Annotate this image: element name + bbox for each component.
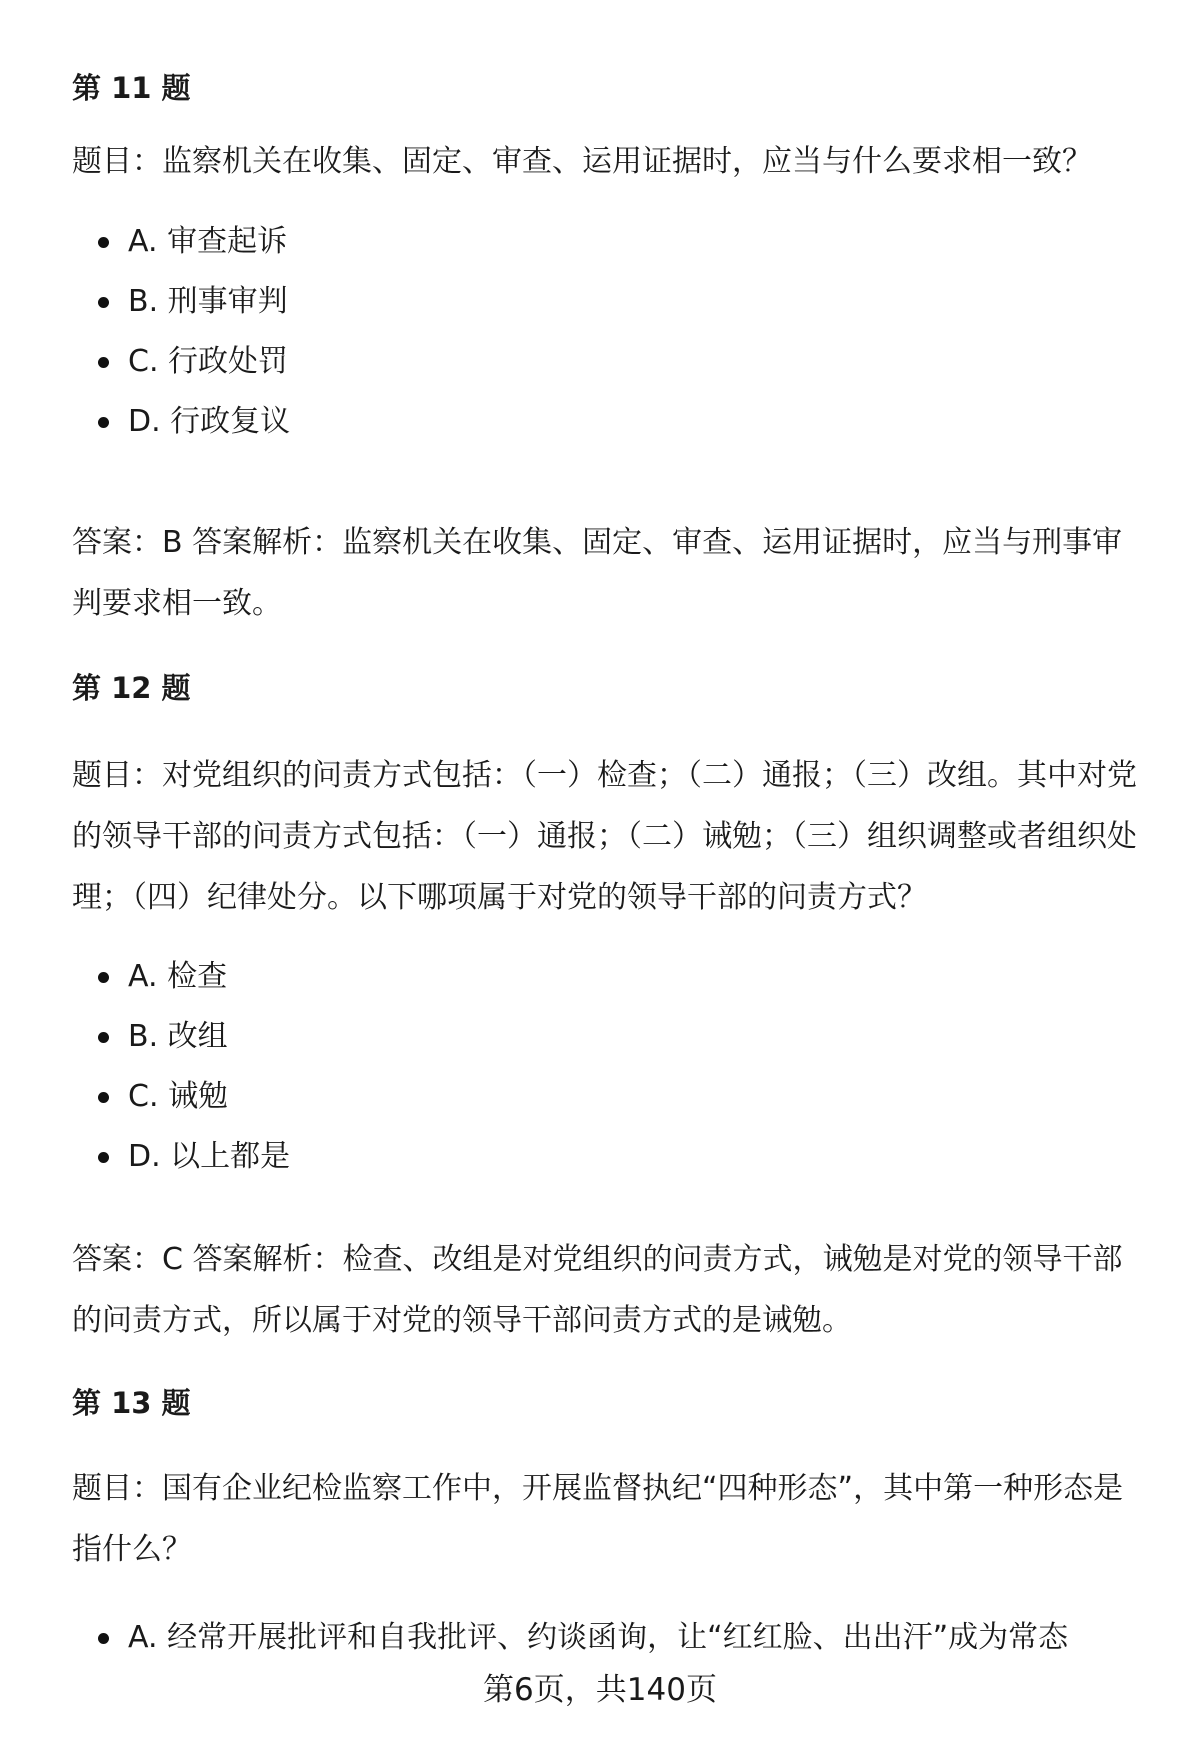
option-label: A. 审查起诉 [128, 224, 288, 259]
question-13-text: 题目：国有企业纪检监察工作中，开展监督执纪“四种形态”，其中第一种形态是指什么？ [72, 1471, 1124, 1567]
question-11-text: 题目：监察机关在收集、固定、审查、运用证据时，应当与什么要求相一致？ [72, 144, 1092, 179]
question-12-answer: 答案：C 答案解析：检查、改组是对党组织的问责方式，诫勉是对党的领导干部的问责方式，所以属于对党的领导干部问责方式的是诫勉。 [72, 1242, 1123, 1338]
question-12-option-b [0, 1007, 1200, 1067]
question-12-option-c [0, 1067, 1200, 1127]
option-label: D. 以上都是 [128, 1139, 291, 1174]
bullet-icon [98, 1092, 109, 1103]
option-label: B. 改组 [128, 1019, 228, 1054]
option-label: A. 经常开展批评和自我批评、约谈函询，让“红红脸、出出汗”成为常态 [128, 1620, 1069, 1655]
option-label: C. 行政处罚 [128, 344, 289, 379]
question-13-option-a [0, 1608, 1200, 1668]
question-12-options [0, 947, 1200, 1187]
option-label: D. 行政复议 [128, 404, 291, 439]
bullet-icon [98, 972, 109, 983]
page-number: 第6页，共140页 [483, 1672, 717, 1708]
bullet-icon [98, 357, 109, 368]
bullet-icon [98, 1633, 109, 1644]
bullet-icon [98, 297, 109, 308]
option-label: B. 刑事审判 [128, 284, 288, 319]
bullet-icon [98, 1152, 109, 1163]
question-11-options [0, 212, 1200, 452]
question-13-heading: 第 13 题 [72, 1386, 191, 1420]
question-12-option-d [0, 1127, 1200, 1187]
bullet-icon [98, 1032, 109, 1043]
question-13-options [0, 1608, 1200, 1668]
question-11-option-b [0, 272, 1200, 332]
question-11-option-d [0, 392, 1200, 452]
question-11-heading: 第 11 题 [72, 71, 191, 105]
option-label: C. 诫勉 [128, 1079, 229, 1114]
question-12-text: 题目：对党组织的问责方式包括：（一）检查；（二）通报；（三）改组。其中对党的领导干部的问责方式包括：（一）通报；（二）诫勉；（三）组织调整或者组织处理；（四）纪律处分。以下哪项属于对党的领导干部的问责方式？ [72, 758, 1137, 915]
question-12-heading: 第 12 题 [72, 671, 191, 705]
question-11-answer: 答案：B 答案解析：监察机关在收集、固定、审查、运用证据时，应当与刑事审判要求相一致。 [72, 525, 1123, 621]
bullet-icon [98, 237, 109, 248]
question-11-option-c [0, 332, 1200, 392]
question-12-option-a [0, 947, 1200, 1007]
question-11-option-a [0, 212, 1200, 272]
bullet-icon [98, 417, 109, 428]
option-label: A. 检查 [128, 959, 228, 994]
